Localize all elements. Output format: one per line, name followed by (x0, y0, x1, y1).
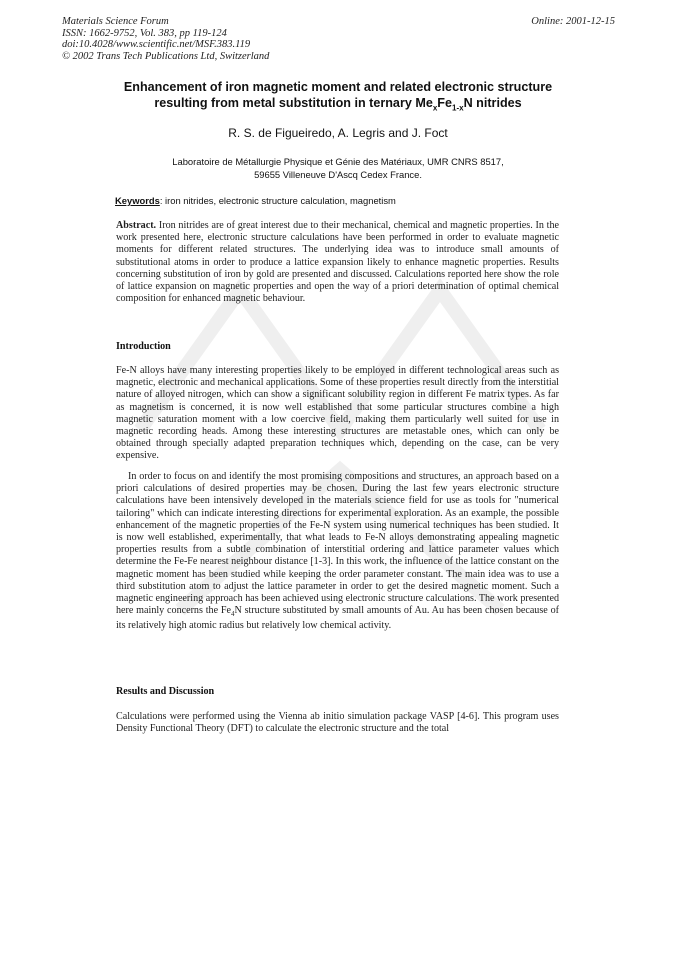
journal-name: Materials Science Forum (62, 16, 169, 27)
section-heading-introduction: Introduction (116, 341, 171, 352)
title-line-2: resulting from metal substitution in ternary $Me_xFe_{1-x}N$ nitrides (154, 95, 522, 113)
online-date: Online: 2001-12-15 (531, 16, 615, 27)
journal-header (62, 16, 392, 62)
title-line-1: Enhancement of iron magnetic moment and related electronic structure (123, 80, 553, 94)
intro-paragraph-1: Fe-N alloys have many interesting properties likely to be employed in different technological areas such as magnetic, electronic and mechanical applications. Some of these properties result directly from the interstitial nature of alloyed nitrogen, which can show a significant solubility region in different Fe matrix types. As far as magnetism is concerned, it is now well established that some particular structures combine a high magnetic saturation moment with a low coercive field, making them particularly well suited for use in magnetic recording heads. Among these interesting structures are metastable ones, which can only be obtained through specially adapted preparation techniques which, depending on the case, can be very expensive. (116, 365, 559, 462)
authors: R. S. de Figueiredo, A. Legris and J. Foct (228, 126, 448, 140)
keywords-label: Keywords (115, 195, 160, 206)
keywords (115, 195, 575, 206)
affiliation: Laboratoire de Métallurgie Physique et Génie des Matériaux, UMR CNRS 8517, 59655 Villeneuve D'Ascq Cedex France. (172, 156, 504, 180)
results-paragraph-1: Calculations were performed using the Vienna ab initio simulation package VASP [4-6]. This program uses Density Functional Theory (DFT) to calculate the electronic structure and the total (116, 711, 559, 735)
abstract-label: Abstract. (116, 220, 157, 231)
abstract (116, 220, 559, 305)
copyright-line: © 2002 Trans Tech Publications Ltd, Switzerland (62, 50, 270, 62)
doi-line[interactable]: doi:10.4028/www.scientific.net/MSF.383.119 (62, 39, 251, 50)
intro-paragraph-2: In order to focus on and identify the most promising compositions and structures, an approach based on a priori calculations of desired properties may be chosen. During the last few years electronic structure calculations have been intensively developed in the materials science field for use as tools for "numerical tailoring" which can indicate interesting directions for experimental exploration. As an example, the possible enhancement of the magnetic properties of the Fe-N system using numerical techniques has been studied. It is now well established, experimentally, that what leads to Fe-N alloys demonstrating appealing magnetic properties results from a subtle combination of interstitial ordering and lattice parameter values which determine the Fe-Fe nearest neighbour distance [1-3]. In this work, the influence of the lattice constant on the magnetic moment has been studied while keeping the order parameter constant. The main idea was to use a third substitution atom to adjust the lattice parameter in order to get the desired magnetic moment. Such a magnetic engineering approach has been achieved using electronic structure calculations. The work presented here mainly concerns the $Fe_4N$ structure substituted by small amounts of Au. Au has been chosen because of its relatively high atomic radius but relatively low chemical activity. (116, 471, 559, 632)
paper-title (95, 80, 581, 116)
issn-line: ISSN: 1662-9752, Vol. 383, pp 119-124 (62, 27, 227, 39)
abstract-text: Iron nitrides are of great interest due to their mechanical, chemical and magnetic properties. In the work presented here, electronic structure calculations have been performed in order to evaluate magnetic moments for different related structures. The underlying idea was to introduce small amounts of substitutional atoms in order to produce a lattice expansion likely to enhance magnetic properties. Results concerning substitution of iron by gold are presented and discussed. Calculations reported here show the role of lattice expansion on magnetic properties and open the way of a priori determination of optimal chemical composition for enhanced magnetic behaviour. (116, 220, 559, 305)
section-heading-results: Results and Discussion (116, 686, 215, 697)
keywords-text: : iron nitrides, electronic structure calculation, magnetism (159, 195, 396, 206)
